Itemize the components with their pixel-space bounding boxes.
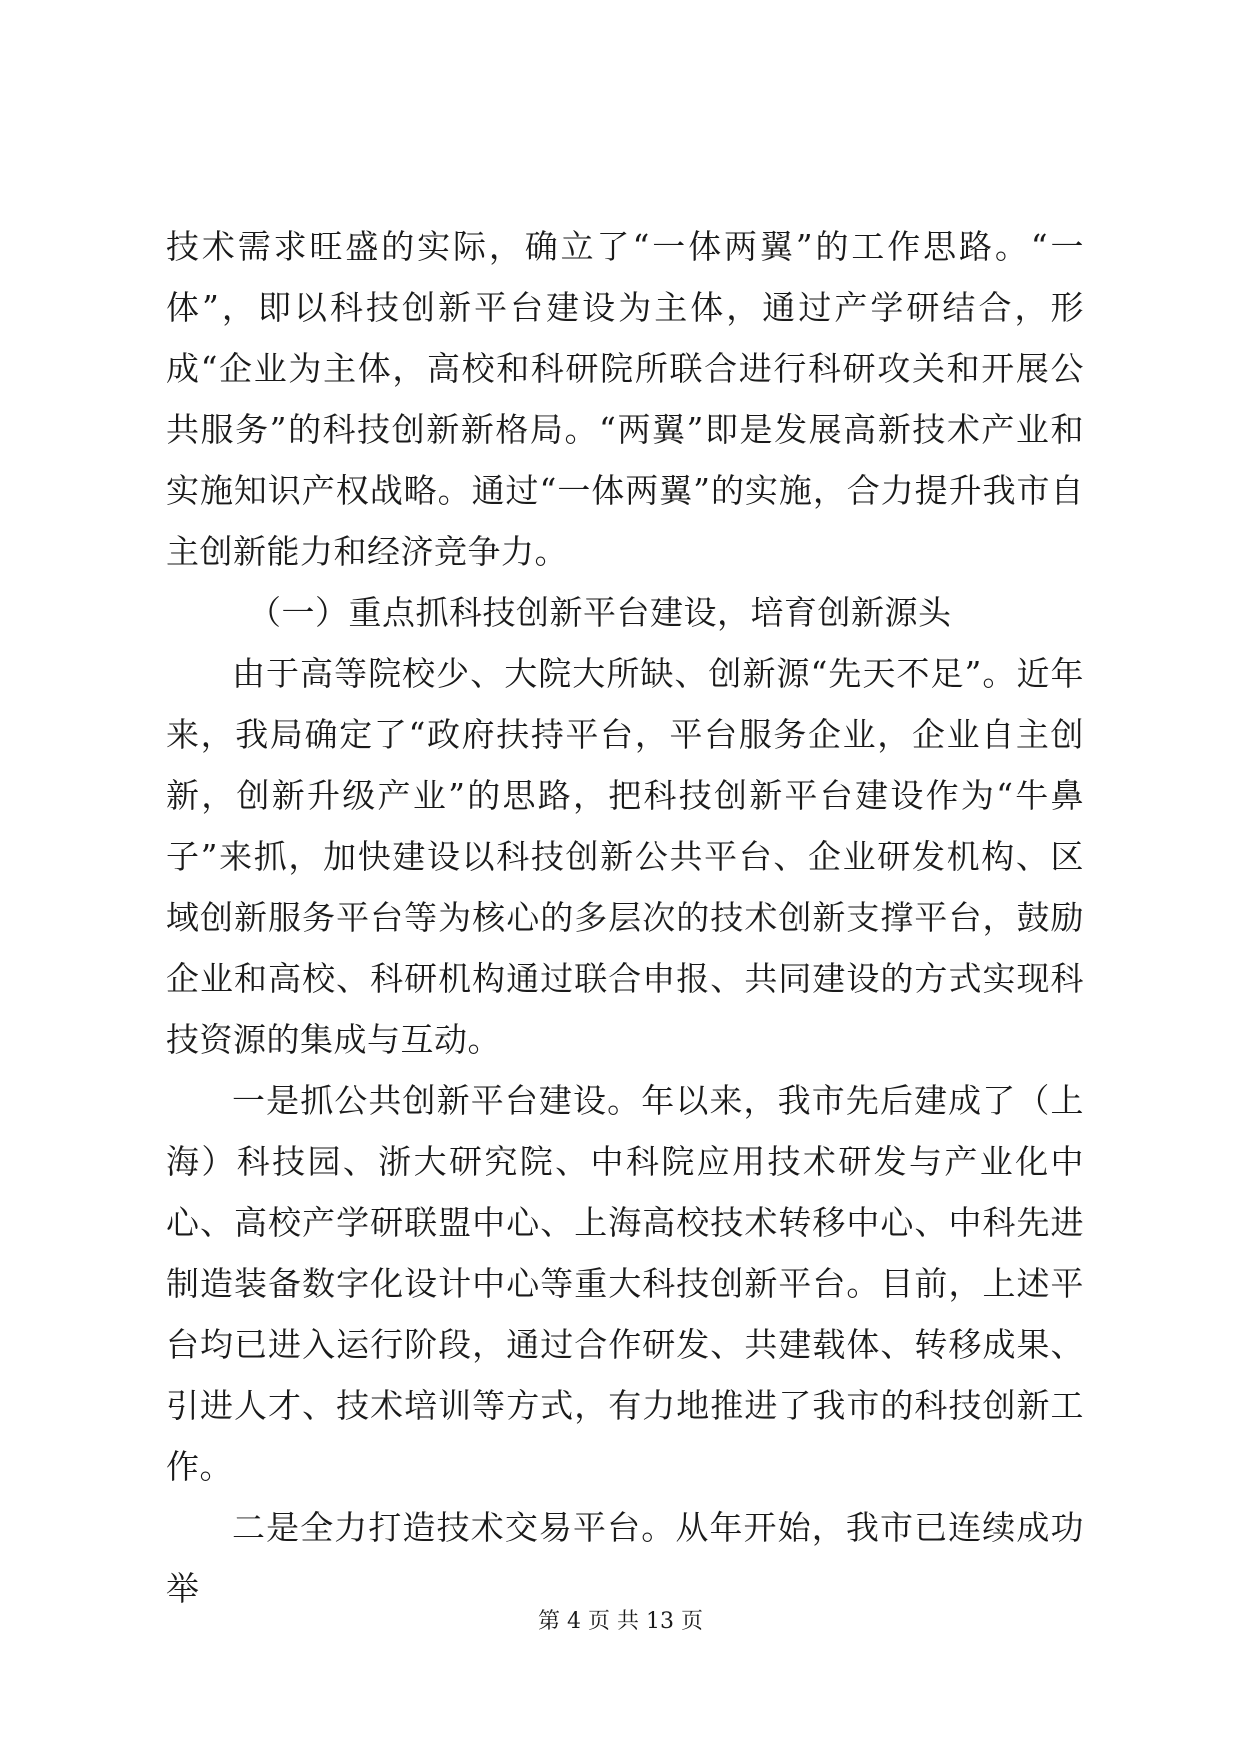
- paragraph-platform-strategy: 由于高等院校少、大院大所缺、创新源“先天不足”。近年来，我局确定了“政府扶持平台，平台服务企业，企业自主创新，创新升级产业”的思路，把科技创新平台建设作为“牛鼻子”来抓，加快建设以科技创新公共平台、企业研发机构、区域创新服务平台等为核心的多层次的技术创新支撑平台，鼓励企业和高校、科研机构通过联合申报、共同建设的方式实现科技资源的集成与互动。: [166, 654, 1084, 1059]
- paragraph-tech-trading: 二是全力打造技术交易平台。从年开始，我市已连续成功举: [166, 1508, 1084, 1608]
- section-heading: （一）重点抓科技创新平台建设，培育创新源头: [248, 593, 952, 632]
- document-body: [166, 216, 1084, 1619]
- paragraph-public-platforms: 一是抓公共创新平台建设。年以来，我市先后建成了（上海）科技园、浙大研究院、中科院应用技术研发与产业化中心、高校产学研联盟中心、上海高校技术转移中心、中科先进制造装备数字化设计中心等重大科技创新平台。目前，上述平台均已进入运行阶段，通过合作研发、共建载体、转移成果、引进人才、技术培训等方式，有力地推进了我市的科技创新工作。: [166, 1081, 1084, 1486]
- page-number-footer: 第 4 页 共 13 页: [538, 1609, 703, 1634]
- paragraph-continuation: 技术需求旺盛的实际，确立了“一体两翼”的工作思路。“一体”，即以科技创新平台建设为主体，通过产学研结合，形成“企业为主体，高校和科研院所联合进行科研攻关和开展公共服务”的科技创新新格局。“两翼”即是发展高新技术产业和实施知识产权战略。通过“一体两翼”的实施，合力提升我市自主创新能力和经济竞争力。: [166, 227, 1084, 571]
